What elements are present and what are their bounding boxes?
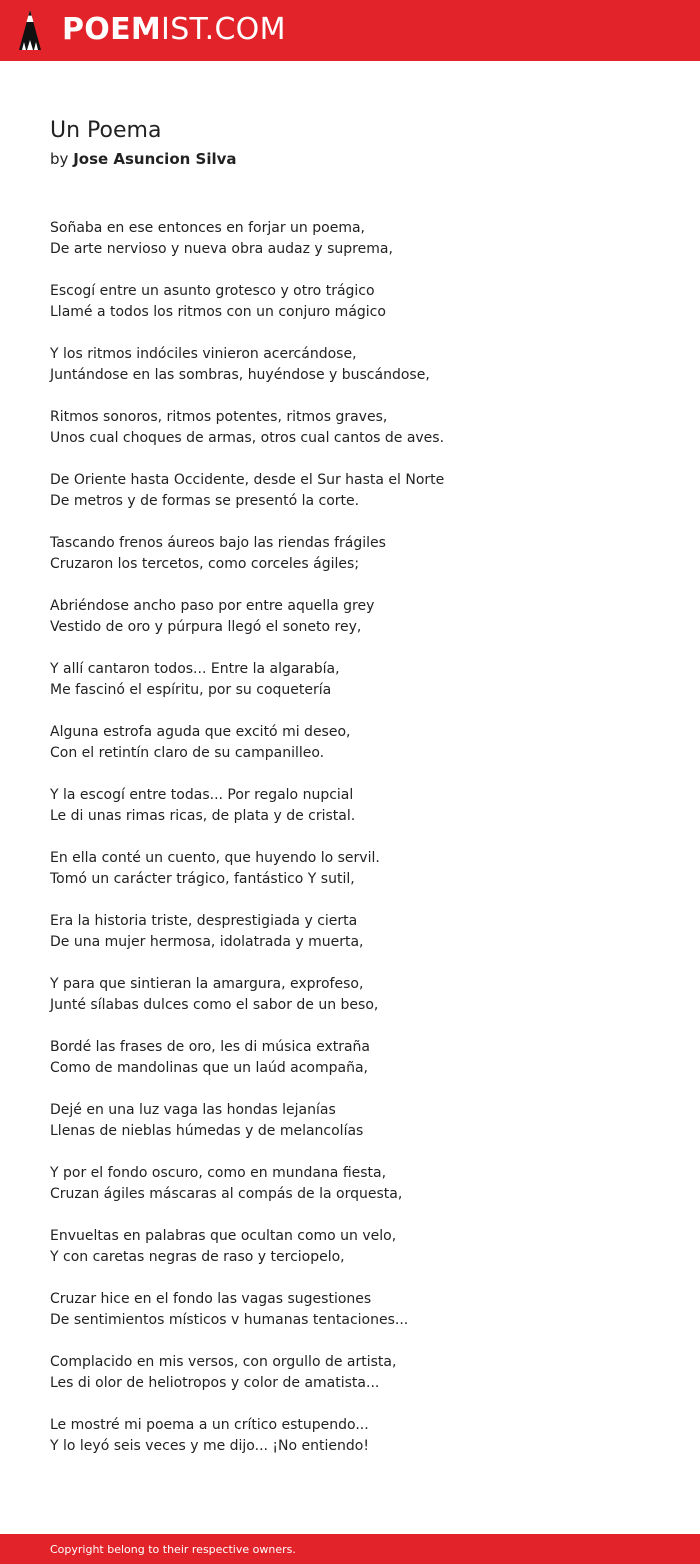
poem-line: Vestido de oro y púrpura llegó el soneto rey,	[50, 619, 362, 635]
author-name: Jose Asuncion Silva	[73, 150, 237, 168]
poem-line: Bordé las frases de oro, les di música extraña	[50, 1039, 371, 1055]
poem-line: Era la historia triste, desprestigiada y cierta	[50, 913, 358, 929]
poem-line: Complacido en mis versos, con orgullo de artista,	[50, 1354, 397, 1370]
poem-stanza	[50, 344, 670, 386]
poem-line: Con el retintín claro de su campanilleo.	[50, 745, 325, 761]
poem-line: Cruzar hice en el fondo las vagas sugestiones	[50, 1291, 372, 1307]
poem-stanza	[50, 974, 670, 1016]
poem-line: En ella conté un cuento, que huyendo lo servil.	[50, 850, 380, 866]
poem-line: Escogí entre un asunto grotesco y otro trágico	[50, 283, 375, 299]
poem-line: Me fascinó el espíritu, por su coquetería	[50, 682, 332, 698]
poem-line: De sentimientos místicos v humanas tentaciones...	[50, 1312, 409, 1328]
poem-line: Junté sílabas dulces como el sabor de un beso,	[50, 997, 379, 1013]
poem-line: Llamé a todos los ritmos con un conjuro mágico	[50, 304, 386, 320]
poem-line: Y lo leyó seis veces y me dijo... ¡No entiendo!	[50, 1438, 369, 1454]
site-footer	[0, 1534, 700, 1564]
poem-line: De Oriente hasta Occidente, desde el Sur hasta el Norte	[50, 472, 445, 488]
poem-stanza	[50, 1289, 670, 1331]
poem-stanza	[50, 911, 670, 953]
poem-line: Tascando frenos áureos bajo las riendas frágiles	[50, 535, 386, 551]
poem-stanza	[50, 1100, 670, 1142]
poem-stanza	[50, 1415, 670, 1457]
poem-stanza	[50, 785, 670, 827]
poem-stanza	[50, 1037, 670, 1079]
poem-stanza	[50, 533, 670, 575]
poem-title: Un Poema	[50, 118, 162, 143]
poem-stanza	[50, 218, 670, 260]
poem-line: Ritmos sonoros, ritmos potentes, ritmos graves,	[50, 409, 388, 425]
poem-byline	[50, 148, 237, 170]
poem-line: Cruzan ágiles máscaras al compás de la orquesta,	[50, 1186, 403, 1202]
poem-line: Soñaba en ese entonces en forjar un poema,	[50, 220, 365, 236]
site-logo-text[interactable]	[62, 12, 286, 48]
poem-line: Le mostré mi poema a un crítico estupendo...	[50, 1417, 369, 1433]
site-header	[0, 0, 700, 61]
poem-stanza	[50, 1226, 670, 1268]
poem-line: Abriéndose ancho paso por entre aquella grey	[50, 598, 375, 614]
poem-line: Juntándose en las sombras, huyéndose y buscándose,	[50, 367, 430, 383]
poem-stanza	[50, 1352, 670, 1394]
by-label: by	[50, 150, 69, 168]
poem-stanza	[50, 407, 670, 449]
poem-stanza	[50, 1163, 670, 1205]
poem-stanza	[50, 848, 670, 890]
poem-line: Unos cual choques de armas, otros cual cantos de aves.	[50, 430, 445, 446]
poem-line: Y allí cantaron todos... Entre la algarabía,	[50, 661, 340, 677]
brand-bold: POEM	[62, 12, 162, 47]
poem-line: Les di olor de heliotropos y color de amatista...	[50, 1375, 380, 1391]
poem-line: Envueltas en palabras que ocultan como un velo,	[50, 1228, 397, 1244]
poem-stanza	[50, 470, 670, 512]
poem-stanza	[50, 659, 670, 701]
poem-line: Alguna estrofa aguda que excitó mi deseo,	[50, 724, 351, 740]
poem-line: Llenas de nieblas húmedas y de melancolías	[50, 1123, 364, 1139]
poem-line: Cruzaron los tercetos, como corceles ágiles;	[50, 556, 360, 572]
poem-line: De metros y de formas se presentó la corte.	[50, 493, 360, 509]
poem-line: Y la escogí entre todas... Por regalo nupcial	[50, 787, 354, 803]
poem-line: De arte nervioso y nueva obra audaz y suprema,	[50, 241, 393, 257]
poem-line: Y para que sintieran la amargura, exprofeso,	[50, 976, 364, 992]
pencil-icon[interactable]	[18, 9, 42, 51]
poem-body	[50, 218, 670, 1478]
poem-stanza	[50, 281, 670, 323]
poem-line: Y por el fondo oscuro, como en mundana fiesta,	[50, 1165, 387, 1181]
poem-line: Dejé en una luz vaga las hondas lejanías	[50, 1102, 336, 1118]
poem-stanza	[50, 722, 670, 764]
copyright-text: Copyright belong to their respective owners.	[50, 1543, 296, 1556]
poem-line: Le di unas rimas ricas, de plata y de cristal.	[50, 808, 356, 824]
poem-line: Como de mandolinas que un laúd acompaña,	[50, 1060, 369, 1076]
poem-line: Y los ritmos indóciles vinieron acercándose,	[50, 346, 357, 362]
poem-line: Y con caretas negras de raso y terciopelo,	[50, 1249, 345, 1265]
poem-line: De una mujer hermosa, idolatrada y muerta,	[50, 934, 364, 950]
poem-stanza	[50, 596, 670, 638]
brand-light: IST.COM	[161, 12, 286, 47]
poem-line: Tomó un carácter trágico, fantástico Y sutil,	[50, 871, 355, 887]
